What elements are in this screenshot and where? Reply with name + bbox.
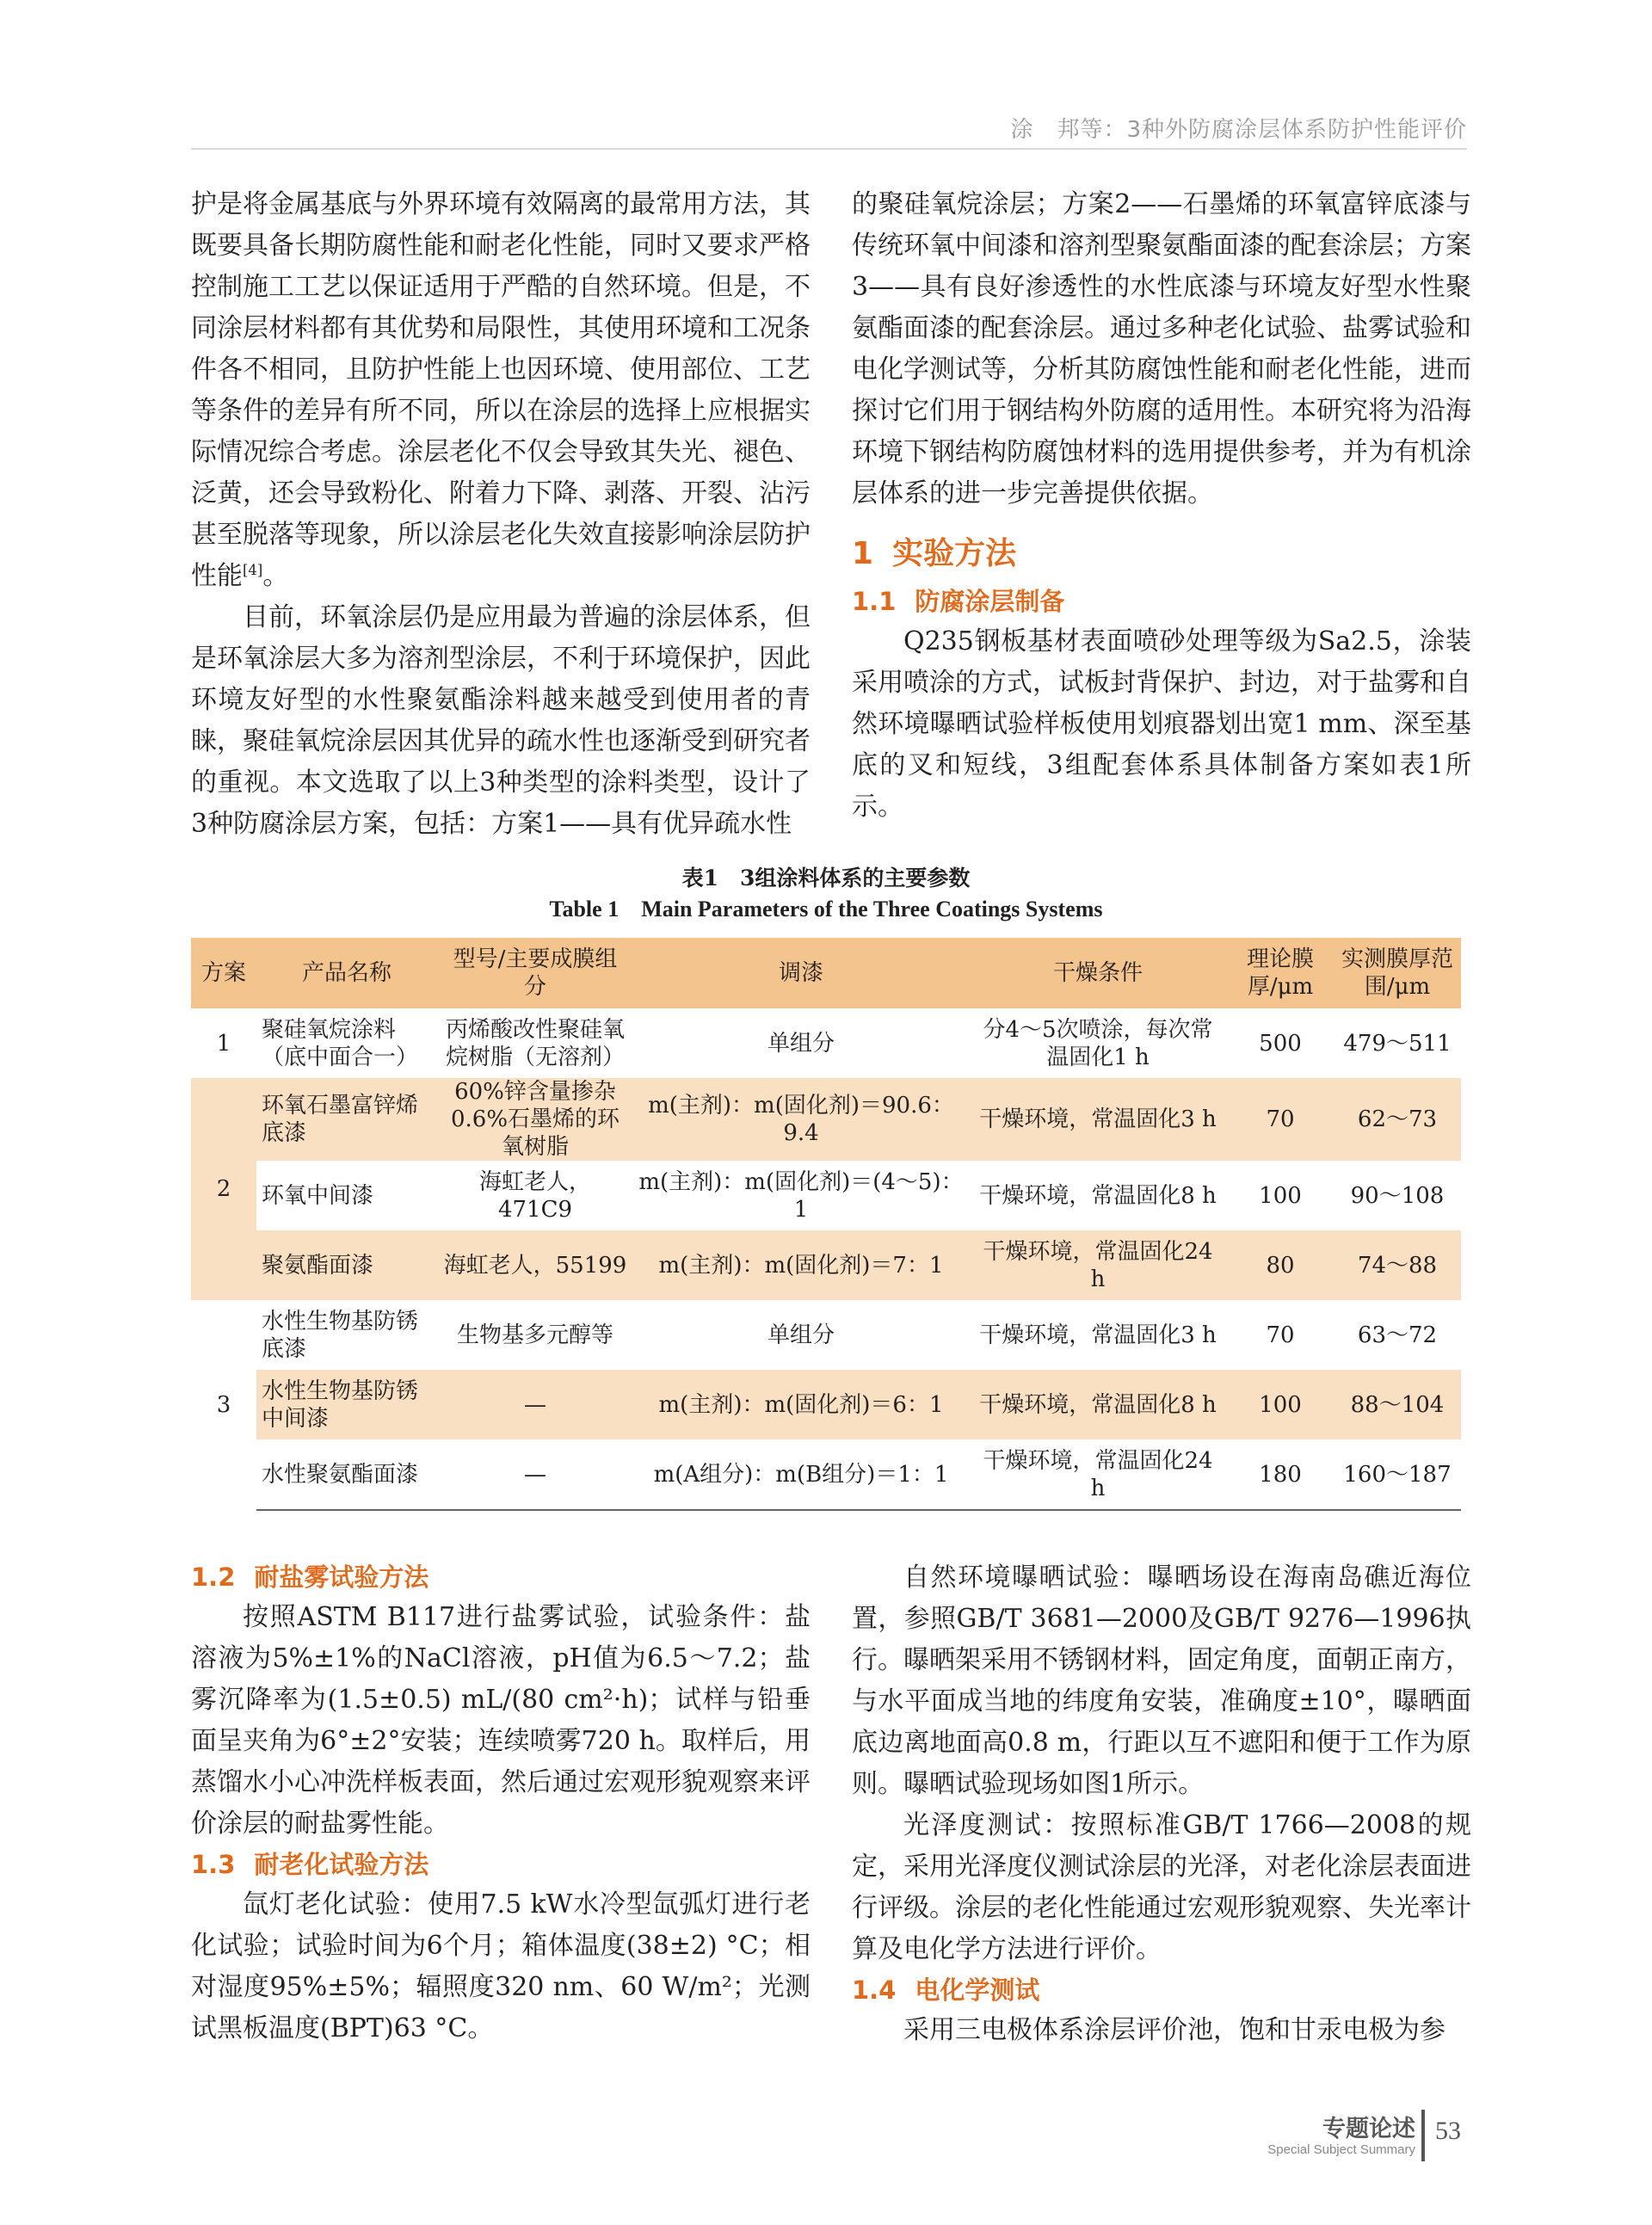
section-1-4-heading: 1.4 电化学测试 [852,1975,1040,2005]
cell-model: — [437,1370,633,1439]
cell-product: 水性生物基防锈中间漆 [256,1370,437,1439]
cell-theory: 100 [1259,1182,1302,1209]
intro-paragraph-1: 护是将金属基底与外界环境有效隔离的最常用方法，其既要具备长期防腐性能和耐老化性能，同时又要求严格控制施工工艺以保证适用于严酷的自然环境。但是，不同涂层材料都有其优势和局限性，其使用环境和工况条件各不相同，且防护性能上也因环境、使用部位、工艺等条件的差异有所不同，所以在涂层的选择上应根据实际情况综合考虑。涂层老化不仅会导致其失光、褪色、泛黄，还会导致粉化、附着力下降、剥落、开裂、沾污甚至脱落等现象，所以涂层老化失效直接影响涂层防护性能[4]。 [191,189,811,591]
cell-theory: 180 [1227,1439,1334,1510]
section-1-1-paragraph: Q235钢板基材表面喷砂处理等级为Sa2.5，涂装采用喷涂的方式，试板封背保护、封边，对于盐雾和自然环境曝晒试验样板使用划痕器划出宽1 mm、深至基底的叉和短线，3组配套体系具体制备方案如表1所示。 [852,626,1471,822]
table-caption-en: Table 1 Main Parameters of the Three Coatings Systems [549,897,1103,921]
cell-model: 丙烯酸改性聚硅氧烷树脂（无溶剂） [445,1016,625,1070]
section-1-2-paragraph: 按照ASTM B117进行盐雾试验，试验条件：盐溶液为5%±1%的NaCl溶液，pH值为6.5～7.2；盐雾沉降率为(1.5±0.5) mL/(80 cm²·h)；试样与铅垂面呈夹角为6°±2°安装；连续喷雾720 h。取样后，用蒸馏水小心冲洗样板表面，然后通过宏观形貌观察来评价涂层的耐盐雾性能。 [191,1602,811,1839]
section-1-1-heading: 1.1 防腐涂层制备 [852,587,1065,616]
table-header-row [191,938,1461,1008]
header-scheme: 方案 [191,938,256,1008]
gloss-paragraph: 光泽度测试：按照标准GB/T 1766—2008的规定，采用光泽度仪测试涂层的光泽，对老化涂层表面进行评级。涂层的老化性能通过宏观形貌观察、失光率计算及电化学方法进行评价。 [852,1810,1471,1964]
cell-model: 海虹老人，471C9 [478,1168,591,1223]
cell-product: 聚氨酯面漆 [256,1230,437,1300]
cell-model: 海虹老人，55199 [437,1230,633,1300]
cell-theory: 70 [1227,1078,1334,1161]
cell-mix: m(主剂)：m(固化剂)＝6：1 [633,1370,969,1439]
section-1-4-paragraph: 采用三电极体系涂层评价池，饱和甘汞电极为参 [903,2015,1446,2045]
cell-model: — [437,1439,633,1510]
header-measured: 实测膜厚范围/μm [1334,938,1461,1008]
header-model: 型号/主要成膜组分 [437,938,633,1008]
table-row [191,1230,1461,1300]
section-1-3-heading: 1.3 耐老化试验方法 [191,1850,429,1879]
cell-measured: 479～511 [1343,1030,1452,1057]
table-row [191,1300,1461,1370]
cell-mix: 单组分 [767,1322,835,1348]
cell-scheme: 3 [216,1392,231,1418]
cell-product: 环氧中间漆 [262,1182,374,1209]
cell-mix: m(主剂)：m(固化剂)＝7：1 [633,1230,969,1300]
methods-left-column [191,1557,811,2049]
section-1-2-heading: 1.2 耐盐雾试验方法 [191,1562,429,1592]
header-dry: 干燥条件 [969,938,1227,1008]
footer-section-en: Special Subject Summary [1267,2142,1415,2157]
cell-measured: 62～73 [1334,1078,1461,1161]
methods-right-column [852,1557,1471,2051]
cell-measured: 74～88 [1334,1230,1461,1300]
cell-scheme: 1 [216,1030,231,1057]
page-number: 53 [1435,2117,1461,2145]
cell-model: 生物基多元醇等 [456,1322,613,1348]
cell-mix: m(主剂)：m(固化剂)＝90.6：9.4 [633,1078,969,1161]
section-1-3-paragraph: 氙灯老化试验：使用7.5 kW水冷型氙弧灯进行老化试验；试验时间为6个月；箱体温度(38±2) °C；相对湿度95%±5%；辐照度320 nm、60 W/m²；光测试黑板温度(BPT)63 °C。 [191,1889,811,2043]
exposure-paragraph: 自然环境曝晒试验：曝晒场设在海南岛礁近海位置，参照GB/T 3681—2000及GB/T 9276—1996执行。曝晒架采用不锈钢材料，固定角度，面朝正南方，与水平面成当地的纬度角安装，准确度±10°，曝晒面底边离地面高0.8 m，行距以互不遮阳和便于工作为原则。曝晒试验现场如图1所示。 [852,1562,1471,1799]
cell-scheme: 2 [191,1078,256,1300]
section-1-heading: 1 实验方法 [852,536,1017,571]
cell-product: 环氧石墨富锌烯底漆 [256,1078,437,1161]
header-rule [191,148,1467,150]
cell-theory: 70 [1266,1322,1295,1348]
cell-mix: m(主剂)：m(固化剂)＝(4～5)：1 [638,1168,964,1223]
table-row [191,1078,1461,1161]
table-row [191,1370,1461,1439]
cell-theory: 500 [1259,1030,1302,1057]
cell-measured: 88～104 [1334,1370,1461,1439]
cell-measured: 90～108 [1350,1182,1445,1209]
cell-model: 60%锌含量掺杂0.6%石墨烯的环氧树脂 [437,1078,633,1161]
cell-theory: 100 [1227,1370,1334,1439]
table-caption-cn: 表1 3组涂料体系的主要参数 [681,866,971,891]
cell-product: 水性聚氨酯面漆 [256,1439,437,1510]
cell-dry: 干燥环境，常温固化3 h [979,1322,1217,1348]
intro-paragraph-3: 的聚硅氧烷涂层；方案2——石墨烯的环氧富锌底漆与传统环氧中间漆和溶剂型聚氨酯面漆的配套涂层；方案3——具有良好渗透性的水性底漆与环境友好型水性聚氨酯面漆的配套涂层。通过多种老化试验、盐雾试验和电化学测试等，分析其防腐蚀性能和耐老化性能，进而探讨它们用于钢结构外防腐的适用性。本研究将为沿海环境下钢结构防腐蚀材料的选用提供参考，并为有机涂层体系的进一步完善提供依据。 [852,189,1471,508]
cell-mix: m(A组分)：m(B组分)＝1：1 [633,1439,969,1510]
cell-dry: 干燥环境，常温固化8 h [979,1182,1217,1209]
cell-product: 水性生物基防锈底漆 [262,1308,419,1362]
cell-measured: 63～72 [1357,1322,1438,1348]
table-row [191,1439,1461,1510]
cell-mix: 单组分 [767,1030,835,1057]
intro-paragraph-2: 目前，环氧涂层仍是应用最为普遍的涂层体系，但是环氧涂层大多为溶剂型涂层，不利于环境保护，因此环境友好型的水性聚氨酯涂料越来越受到使用者的青睐，聚硅氧烷涂层因其优异的疏水性也逐渐受到研究者的重视。本文选取了以上3种类型的涂料类型，设计了3种防腐涂层方案，包括：方案1——具有优异疏水性 [191,602,811,839]
cell-dry: 干燥环境，常温固化24 h [969,1230,1227,1300]
header-theory: 理论膜厚/μm [1227,938,1334,1008]
intro-right-column [852,184,1471,828]
cell-dry: 干燥环境，常温固化8 h [969,1370,1227,1439]
cell-product: 聚硅氧烷涂料（底中面合一） [262,1016,419,1070]
cell-dry: 干燥环境，常温固化24 h [969,1439,1227,1510]
cell-dry: 分4～5次喷涂，每次常温固化1 h [983,1016,1213,1070]
header-mix: 调漆 [633,938,969,1008]
intro-left-column [191,184,811,845]
table-row [191,1161,1461,1230]
cell-theory: 80 [1227,1230,1334,1300]
coating-parameters-table [191,938,1461,1511]
cell-dry: 干燥环境，常温固化3 h [969,1078,1227,1161]
footer-divider [1421,2110,1425,2161]
table-row [191,1008,1461,1078]
reference-4[interactable]: [4] [243,562,263,578]
header-product: 产品名称 [256,938,437,1008]
footer-section-cn: 专题论述 [1322,2116,1415,2142]
running-header: 涂 邦等：3种外防腐涂层体系防护性能评价 [1010,117,1467,143]
cell-measured: 160～187 [1334,1439,1461,1510]
